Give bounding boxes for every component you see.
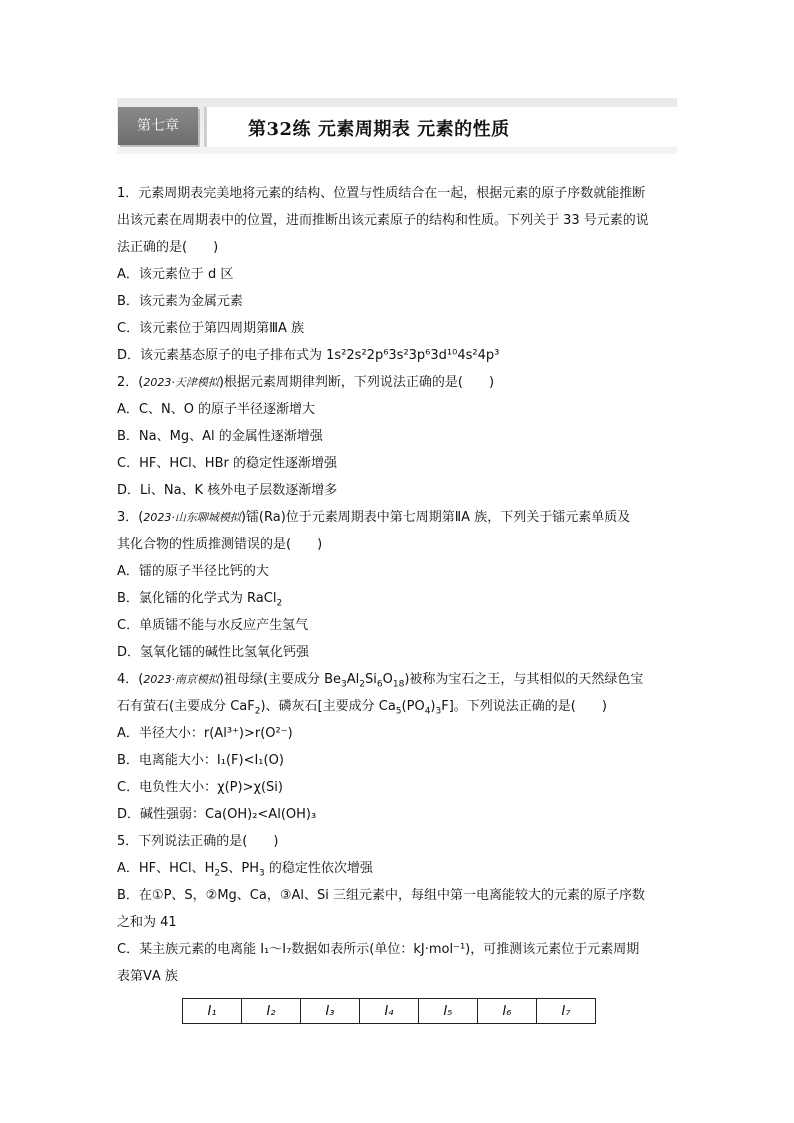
q3-option-b bbox=[117, 585, 682, 612]
q4-l2-c: (PO bbox=[401, 699, 425, 714]
q4-stem-line2 bbox=[117, 693, 682, 720]
q2-number: 2．( bbox=[117, 375, 144, 390]
q4-option-a: A．半径大小：r(Al³⁺)>r(O²⁻) bbox=[117, 726, 293, 741]
q4-l2-sub-4: 3 bbox=[435, 706, 442, 717]
q5-option-a bbox=[117, 855, 682, 882]
q5-a-prefix: A．HF、HCl、H bbox=[117, 861, 215, 876]
q3-option-b-sub: 2 bbox=[276, 598, 283, 609]
q4-l2-sub-1: 2 bbox=[254, 706, 261, 717]
page-title: 第32练 元素周期表 元素的性质 bbox=[248, 119, 510, 140]
q5-a-suffix: 的稳定性依次增强 bbox=[264, 861, 373, 876]
q2-option-b: B．Na、Mg、Al 的金属性逐渐增强 bbox=[117, 429, 323, 444]
q4-stem bbox=[117, 666, 682, 693]
q2-source: 2023·天津模拟 bbox=[143, 376, 219, 389]
table-header-cell: I₁ bbox=[183, 999, 242, 1024]
q4-l2-a: 石有萤石(主要成分 CaF bbox=[117, 699, 255, 714]
q5-option-b-line2: 之和为 41 bbox=[117, 915, 177, 930]
table-header-cell: I₄ bbox=[360, 999, 419, 1024]
q4-stem-e: )被称为宝石之王，与其相似的天然绿色宝 bbox=[404, 672, 644, 687]
q5-a-mid: S、PH bbox=[220, 861, 259, 876]
q2-stem bbox=[117, 369, 682, 396]
q4-sub-3: 6 bbox=[376, 679, 383, 690]
q1-stem-line1: 1．元素周期表完美地将元素的结构、位置与性质结合在一起，根据元素的原子序数就能推断 bbox=[117, 186, 646, 201]
q4-l2-e: F]。下列说法正确的是( ) bbox=[441, 699, 607, 714]
q3-option-a: A．镭的原子半径比钙的大 bbox=[117, 564, 269, 579]
q1-option-d-text: D．该元素基态原子的电子排布式为 bbox=[117, 348, 327, 363]
table-header-cell: I₇ bbox=[537, 999, 596, 1024]
q4-stem-d: O bbox=[382, 672, 393, 687]
q2-stem-text: )根据元素周期律判断，下列说法正确的是( ) bbox=[218, 375, 495, 390]
table-row bbox=[183, 999, 596, 1024]
q5-a-sub-1: 2 bbox=[214, 868, 221, 879]
table-header-cell: I₆ bbox=[478, 999, 537, 1024]
q4-number: 4．( bbox=[117, 672, 144, 687]
q1-stem-line2: 出该元素在周期表中的位置，进而推断出该元素原子的结构和性质。下列关于 33 号元素的说 bbox=[117, 213, 649, 228]
q5-option-c-line2: 表第ⅤA 族 bbox=[117, 969, 178, 984]
q4-l2-b: )、磷灰石[主要成分 Ca bbox=[260, 699, 396, 714]
q3-stem bbox=[117, 504, 682, 531]
q4-l2-d: ) bbox=[430, 699, 436, 714]
question-list bbox=[117, 180, 682, 990]
q4-stem-a: )祖母绿(主要成分 Be bbox=[218, 672, 342, 687]
q4-option-d: D．碱性强弱：Ca(OH)₂<Al(OH)₃ bbox=[117, 807, 317, 822]
q3-option-b-text: B．氯化镭的化学式为 RaCl bbox=[117, 591, 277, 606]
q3-stem-text: )镭(Ra)位于元素周期表中第七周期第ⅡA 族，下列关于镭元素单质及 bbox=[240, 510, 631, 525]
q4-l2-sub-3: 4 bbox=[424, 706, 431, 717]
q4-sub-4: 18 bbox=[392, 679, 405, 690]
q5-stem: 5．下列说法正确的是( ) bbox=[117, 834, 279, 849]
q3-number: 3．( bbox=[117, 510, 144, 525]
q1-option-a: A．该元素位于 d 区 bbox=[117, 267, 234, 282]
q4-l2-sub-2: 5 bbox=[395, 706, 402, 717]
q3-option-d: D．氢氧化镭的碱性比氢氧化钙强 bbox=[117, 645, 310, 660]
q4-option-c: C．电负性大小：χ(P)>χ(Si) bbox=[117, 780, 283, 795]
q4-sub-2: 2 bbox=[359, 679, 366, 690]
q1-option-d bbox=[117, 342, 682, 369]
q4-stem-c: Si bbox=[365, 672, 377, 687]
q4-option-b: B．电离能大小：I₁(F)<I₁(O) bbox=[117, 753, 284, 768]
q1-option-b: B．该元素为金属元素 bbox=[117, 294, 243, 309]
q1-electron-config: 1s²2s²2p⁶3s²3p⁶3d¹⁰4s²4p³ bbox=[326, 348, 500, 363]
chapter-tab: 第七章 bbox=[118, 107, 198, 145]
q4-stem-b: Al bbox=[346, 672, 360, 687]
ionization-energy-table bbox=[182, 998, 596, 1024]
q2-option-a: A．C、N、O 的原子半径逐渐增大 bbox=[117, 402, 316, 417]
q1-option-c: C．该元素位于第四周期第ⅢA 族 bbox=[117, 321, 305, 336]
q5-a-sub-2: 3 bbox=[259, 868, 265, 879]
q5-option-b-line1: B．在①P、S，②Mg、Ca，③Al、Si 三组元素中，每组中第一电离能较大的元素的原子序数 bbox=[117, 888, 645, 903]
q4-sub-1: 3 bbox=[341, 679, 347, 690]
q2-option-d: D．Li、Na、K 核外电子层数逐渐增多 bbox=[117, 483, 338, 498]
q1-stem-line3: 法正确的是( ) bbox=[117, 240, 219, 255]
q2-option-c: C．HF、HCl、HBr 的稳定性逐渐增强 bbox=[117, 456, 337, 471]
table-header-cell: I₂ bbox=[242, 999, 301, 1024]
q3-source: 2023·山东聊城模拟 bbox=[143, 511, 241, 524]
table-header-cell: I₅ bbox=[419, 999, 478, 1024]
q4-source: 2023·南京模拟 bbox=[143, 673, 219, 686]
q5-option-c-line1: C．某主族元素的电离能 I₁～I₇数据如表所示(单位：kJ·mol⁻¹)，可推测该元素位于元素周期 bbox=[117, 942, 640, 957]
q3-option-c: C．单质镭不能与水反应产生氢气 bbox=[117, 618, 309, 633]
table-header-cell: I₃ bbox=[301, 999, 360, 1024]
q3-stem-line2: 其化合物的性质推测错误的是( ) bbox=[117, 537, 323, 552]
